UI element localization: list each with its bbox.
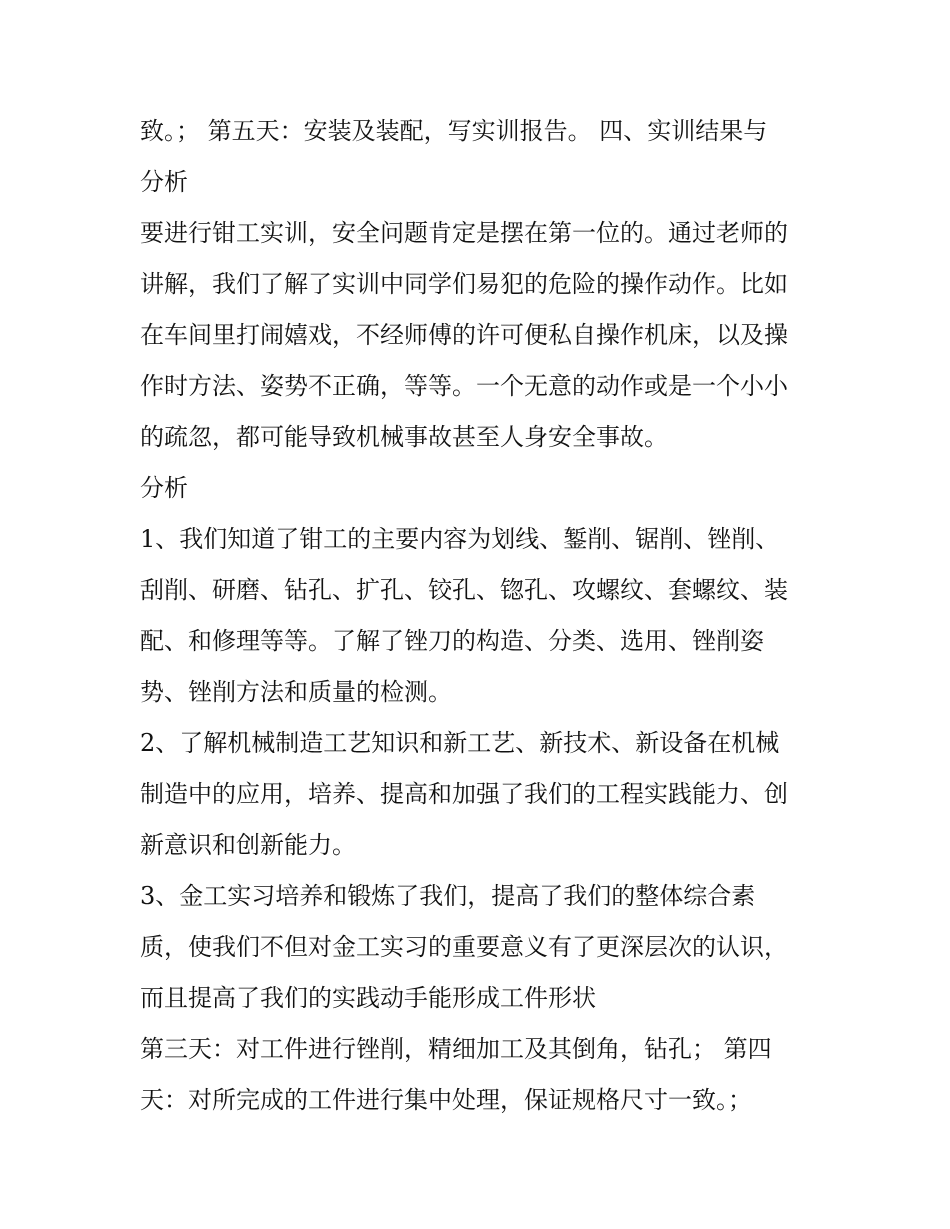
text-line: 要进行钳工实训，安全问题肯定是摆在第一位的。通过老师的 <box>140 219 788 247</box>
text-line: 的疏忽，都可能导致机械事故甚至人身安全事故。 <box>140 423 668 451</box>
text-line: 刮削、研磨、钻孔、扩孔、铰孔、锪孔、攻螺纹、套螺纹、装 <box>140 576 788 604</box>
text-line: 致。； 第五天：安装及装配，写实训报告。 四、实训结果与 <box>140 117 768 145</box>
section-heading: 分析 <box>140 474 188 502</box>
list-item-2-line: 2、了解机械制造工艺知识和新工艺、新技术、新设备在机械 <box>140 729 780 757</box>
text-line: 新意识和创新能力。 <box>140 831 356 859</box>
text-line: 质，使我们不但对金工实习的重要意义有了更深层次的认识， <box>140 933 788 961</box>
text-line: 配、和修理等等。了解了锉刀的构造、分类、选用、锉削姿 <box>140 627 764 655</box>
text-line: 而且提高了我们的实践动手能形成工件形状 <box>140 984 596 1012</box>
text-line: 作时方法、姿势不正确，等等。一个无意的动作或是一个小小 <box>140 372 788 400</box>
section-heading: 分析 <box>140 168 188 196</box>
text-line: 势、锉削方法和质量的检测。 <box>140 678 452 706</box>
text-line: 在车间里打闹嬉戏，不经师傅的许可便私自操作机床，以及操 <box>140 321 788 349</box>
list-item-3-line: 3、金工实习培养和锻炼了我们，提高了我们的整体综合素 <box>140 882 756 910</box>
list-item-1-line: 1、我们知道了钳工的主要内容为划线、錾削、锯削、锉削、 <box>140 525 780 553</box>
text-line: 讲解，我们了解了实训中同学们易犯的危险的操作动作。比如 <box>140 270 788 298</box>
text-line: 制造中的应用，培养、提高和加强了我们的工程实践能力、创 <box>140 780 788 808</box>
document-page <box>140 106 820 1126</box>
text-line: 第三天：对工件进行锉削，精细加工及其倒角，钻孔； 第四 <box>140 1035 772 1063</box>
text-line: 天：对所完成的工件进行集中处理，保证规格尺寸一致。； <box>140 1086 752 1114</box>
